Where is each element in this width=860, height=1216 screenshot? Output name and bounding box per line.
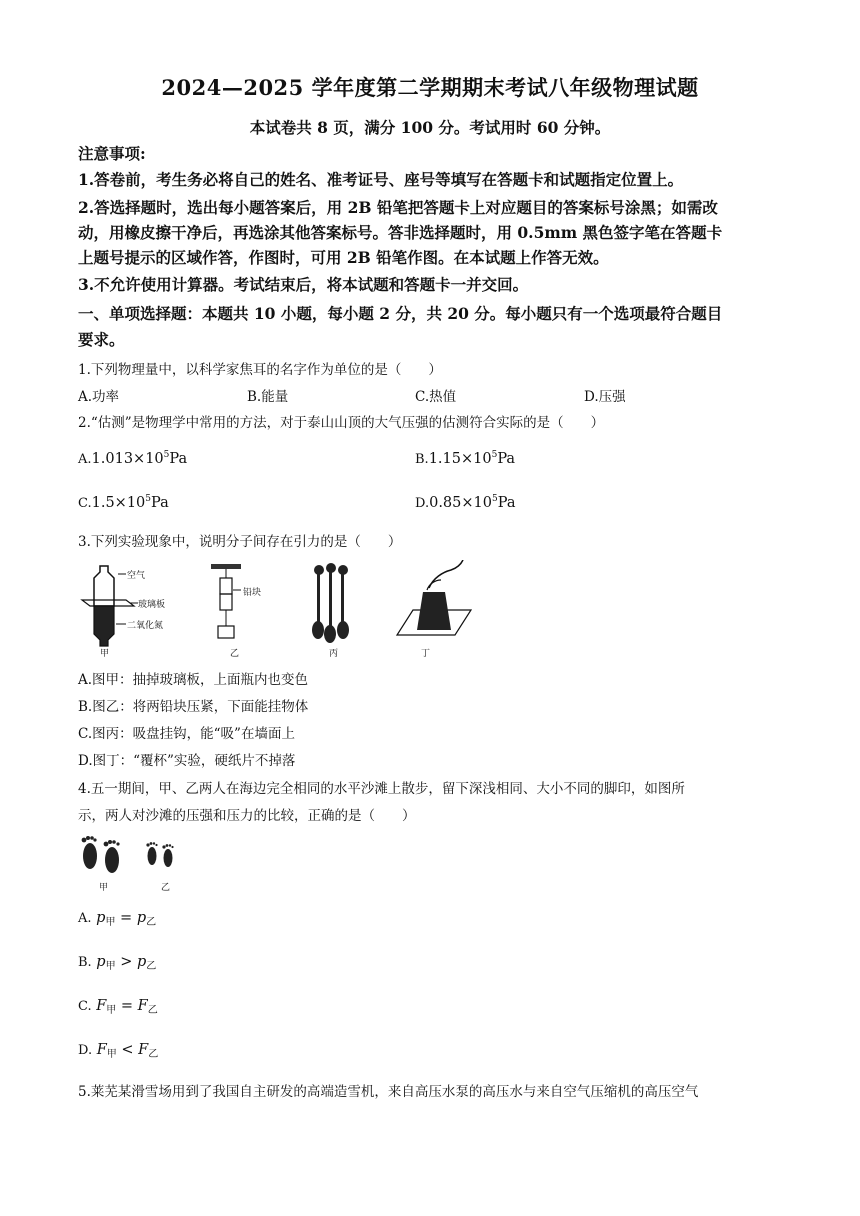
note-3: 3.不允许使用计算器。考试结束后，将本试题和答题卡一并交回。 [78, 275, 529, 294]
label-yi: 乙 [230, 649, 240, 659]
q3-option-c: C.图丙：吸盘挂钩，能“吸”在墙面上 [78, 726, 295, 742]
question-4-stem-line-1: 4.五一期间，甲、乙两人在海边完全相同的水平沙滩上散步，留下深浅相同、大小不同的脚印，如图所 [78, 781, 685, 797]
q1-option-a: A.功率 [78, 389, 120, 405]
question-5-stem: 5.莱芜某滑雪场用到了我国自主研发的高端造雪机，来自高压水泵的高压水与来自空气压缩机的高压空气 [78, 1084, 699, 1100]
q3-option-a: A.图甲：抽掉玻璃板，上面瓶内也变色 [78, 672, 309, 688]
question-3-stem: 3.下列实验现象中，说明分子间存在引力的是（ ） [78, 534, 402, 550]
q3-option-b: B.图乙：将两铅块压紧，下面能挂物体 [78, 699, 309, 715]
q2-option-d: $D.0.85\times 10^5Pa$ [415, 494, 516, 511]
q2-option-c: $C.1.5\times 10^5Pa$ [78, 494, 169, 511]
q1-option-c: C.热值 [415, 389, 457, 405]
question-4-stem-line-2: 示，两人对沙滩的压强和压力的比较，正确的是（ ） [78, 808, 416, 824]
label-jia: 甲 [100, 649, 110, 659]
footprints-illustration [78, 834, 188, 882]
label-bing: 丙 [329, 649, 339, 659]
note-1: 1.答卷前，考生务必将自己的姓名、准考证号、座号等填写在答题卡和试题指定位置上。 [78, 170, 684, 189]
q4-footprints-figure [78, 834, 188, 894]
page-subtitle: 本试卷共 8 页，满分 100 分。考试用时 60 分钟。 [249, 118, 611, 137]
label-jia-footprint: 甲 [99, 883, 109, 893]
label-glass-plate: 玻璃板 [138, 600, 166, 610]
q4-option-c: C. $F_甲 = F_乙$ [78, 998, 158, 1016]
label-lead-block: 铅块 [243, 588, 262, 598]
q4-option-a: A. $p_甲 = p_乙$ [78, 910, 157, 928]
section-1-heading: 一、单项选择题：本题共 10 小题，每小题 2 分，共 20 分。每小题只有一个选项最符合题目 [78, 304, 723, 323]
lead-blocks-illustration [205, 560, 275, 660]
q4-option-d: D. $F_甲 < F_乙$ [78, 1042, 159, 1060]
q4-option-b: B. $p_甲 > p_乙$ [78, 954, 157, 972]
notes-header: 注意事项: [78, 144, 146, 163]
label-yi-footprint: 乙 [161, 883, 171, 893]
label-ding: 丁 [421, 649, 431, 659]
note-2-line-1: 2.答选择题时，选出每小题答案后，用 2B 铅笔把答题卡上对应题目的答案标号涂黑；如需改 [78, 198, 718, 217]
inverted-cup-illustration [393, 560, 473, 660]
q3-figure-ding [393, 560, 473, 660]
q3-figure-bing [305, 560, 375, 660]
section-1-heading-cont: 要求。 [78, 330, 125, 349]
q2-option-b: $B.1.15\times 10^5Pa$ [415, 450, 516, 467]
label-no2: 二氧化氮 [127, 621, 164, 631]
q1-option-d: D.压强 [584, 389, 626, 405]
q3-figure-jia [78, 560, 188, 660]
q2-option-a: $A.1.013\times 10^5Pa$ [78, 450, 188, 467]
note-2-line-3: 上题号提示的区域作答，作图时，可用 2B 铅笔作图。在本试题上作答无效。 [78, 248, 609, 267]
question-2-stem: 2.“估测”是物理学中常用的方法，对于泰山山顶的大气压强的估测符合实际的是（ ） [78, 415, 605, 431]
suction-hooks-illustration [305, 560, 375, 660]
note-2-line-2: 动，用橡皮擦干净后，再选涂其他答案标号。答非选择题时，用 0.5mm 黑色签字笔在答题卡 [78, 223, 723, 242]
page-title: 2024—2025 学年度第二学期期末考试八年级物理试题 [161, 75, 699, 100]
label-air: 空气 [127, 571, 146, 581]
q1-option-b: B.能量 [247, 389, 289, 405]
q3-figure-yi [205, 560, 275, 660]
q3-option-d: D.图丁：“覆杯”实验，硬纸片不掉落 [78, 753, 296, 769]
question-1-stem: 1.下列物理量中，以科学家焦耳的名字作为单位的是（ ） [78, 362, 442, 378]
